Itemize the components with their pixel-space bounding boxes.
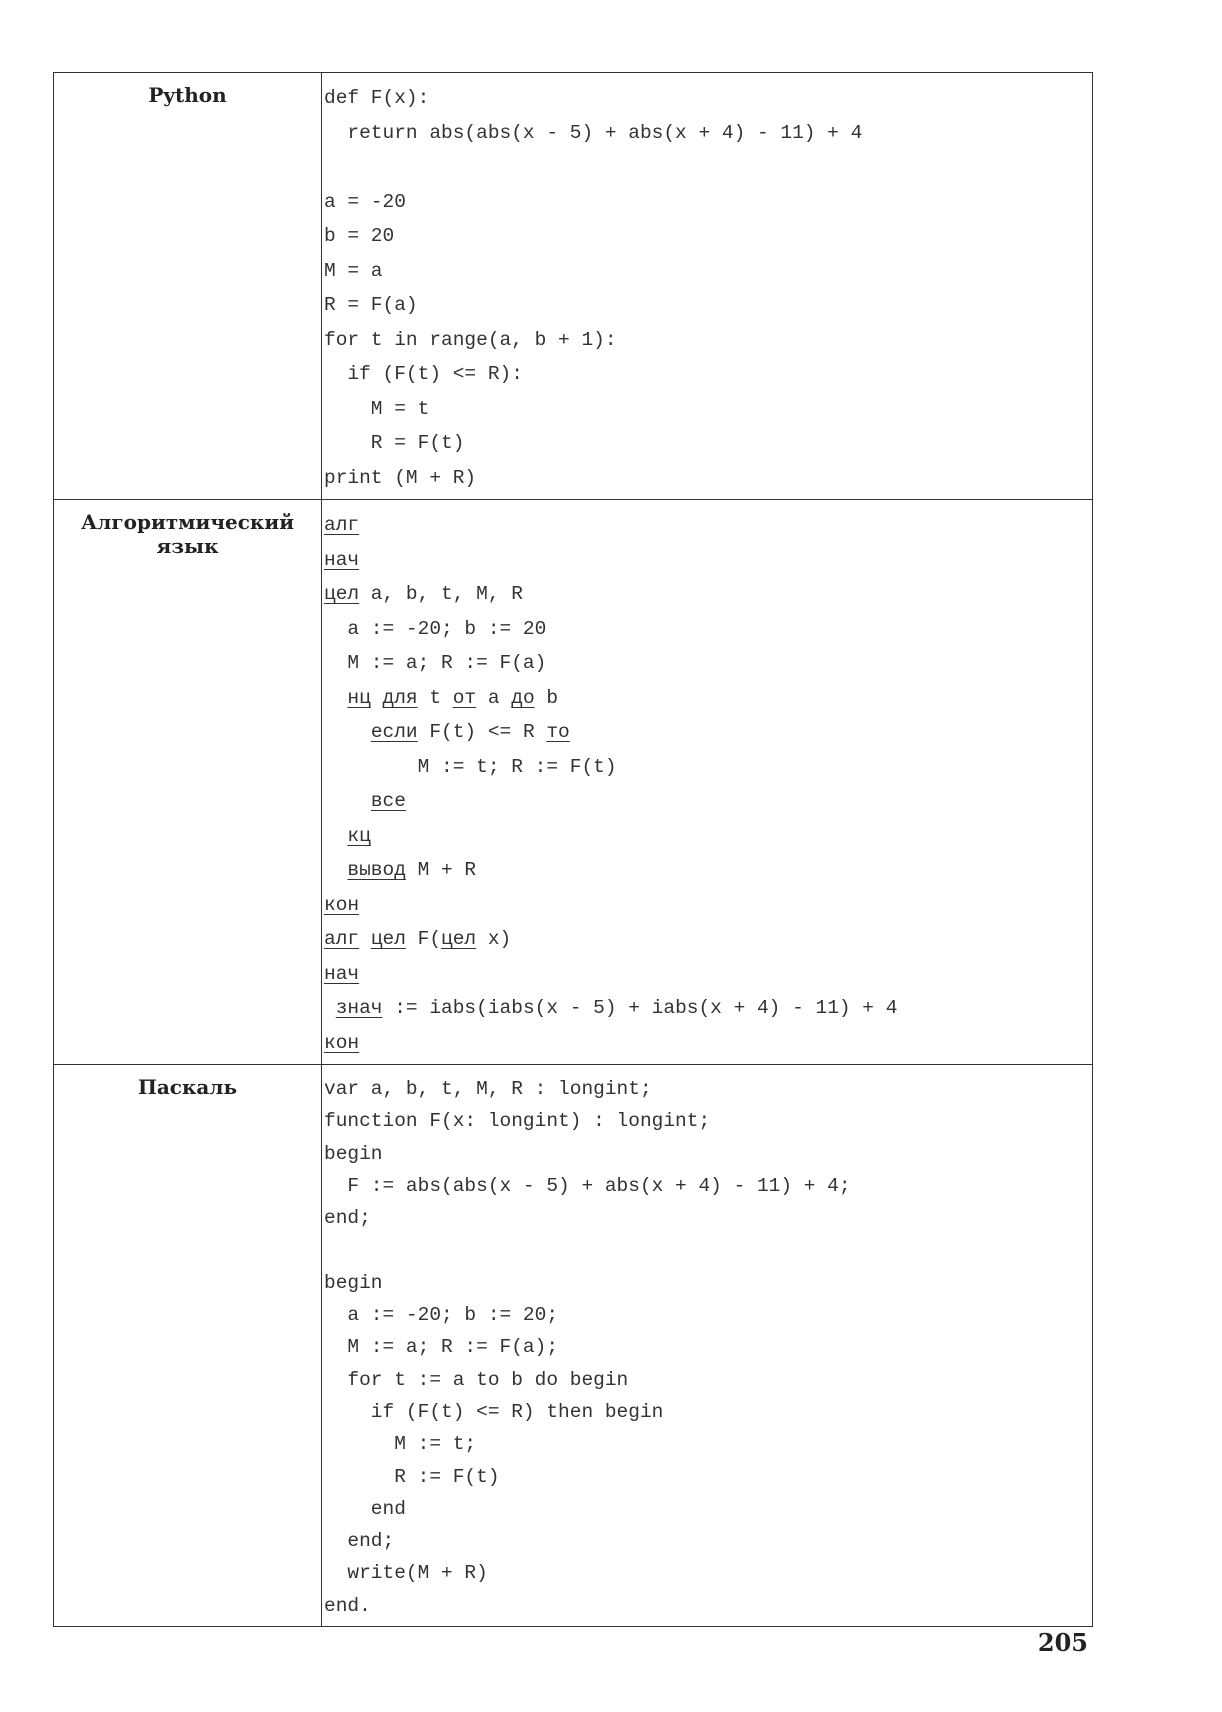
- code-line: [324, 508, 1092, 543]
- code-text: F(t) <= R: [417, 721, 547, 743]
- code-line: M := t; R := F(t): [324, 755, 617, 778]
- code-text: x): [476, 928, 512, 950]
- code-line: R = F(t): [324, 432, 465, 454]
- code-line: [324, 150, 1092, 185]
- keyword: то: [546, 721, 570, 743]
- keyword: алг: [324, 514, 360, 536]
- code-line: var a, b, t, M, R : longint;: [324, 1078, 652, 1100]
- code-line: write(M + R): [324, 1562, 488, 1585]
- algorithmic-label: Алгоритмический язык: [54, 500, 322, 1064]
- algorithmic-row: [54, 500, 1092, 1065]
- keyword: нц: [347, 686, 371, 709]
- code-line: if (F(t) <= R) then begin: [324, 1400, 664, 1423]
- code-text: t: [417, 686, 453, 709]
- code-line: [324, 888, 1092, 923]
- code-line: M := t;: [324, 1433, 477, 1456]
- keyword: знач: [335, 997, 383, 1019]
- keyword: все: [370, 790, 406, 812]
- code-line: b = 20: [324, 225, 395, 247]
- code-line: return abs(abs(x - 5) + abs(x + 4) - 11) + 4: [324, 121, 863, 144]
- code-line: begin: [324, 1142, 383, 1165]
- code-line: [324, 1234, 1092, 1266]
- code-line: [324, 784, 1092, 819]
- code-line: for t := a to b do begin: [324, 1368, 629, 1391]
- keyword: нач: [324, 962, 360, 985]
- code-line: a = -20: [324, 190, 406, 213]
- code-line: M = t: [324, 397, 430, 420]
- code-text: a, b, t, M, R: [359, 583, 523, 605]
- code-line: F := abs(abs(x - 5) + abs(x + 4) - 11) + 4;: [324, 1174, 851, 1197]
- code-line: [324, 991, 1092, 1026]
- code-comparison-table: [53, 72, 1093, 1627]
- code-line: [324, 543, 1092, 578]
- code-line: if (F(t) <= R):: [324, 363, 523, 385]
- code-line: [324, 957, 1092, 992]
- code-line: end.: [324, 1594, 371, 1617]
- pascal-row: [54, 1065, 1092, 1626]
- code-line: end;: [324, 1530, 395, 1553]
- python-label: Python: [54, 73, 322, 499]
- keyword: цел: [370, 928, 406, 950]
- keyword: до: [511, 686, 535, 709]
- keyword: цел: [324, 583, 360, 605]
- pascal-label: Паскаль: [54, 1065, 322, 1626]
- python-code: [322, 73, 1092, 499]
- code-line: [324, 819, 1092, 854]
- code-line: M := a; R := F(a);: [324, 1336, 559, 1359]
- keyword: для: [382, 686, 418, 709]
- keyword: кон: [324, 893, 360, 916]
- code-line: begin: [324, 1271, 383, 1294]
- keyword: от: [452, 686, 477, 709]
- keyword: если: [370, 721, 418, 743]
- code-line: a := -20; b := 20;: [324, 1304, 559, 1327]
- code-line: end: [324, 1497, 406, 1520]
- code-line: function F(x: longint) : longint;: [324, 1110, 711, 1133]
- keyword: кон: [324, 1031, 360, 1054]
- code-line: end;: [324, 1207, 371, 1230]
- code-line: print (M + R): [324, 466, 477, 489]
- code-line: R = F(a): [324, 294, 418, 316]
- python-row: [54, 73, 1092, 500]
- algorithmic-code: [322, 500, 1092, 1064]
- code-line: [324, 922, 1092, 957]
- code-line: [324, 853, 1092, 888]
- page-number: 205: [1037, 1628, 1088, 1657]
- keyword: алг: [324, 928, 360, 950]
- code-line: R := F(t): [324, 1465, 500, 1488]
- code-text: M + R: [405, 859, 477, 881]
- code-line: M := a; R := F(a): [324, 652, 547, 674]
- code-line: for t in range(a, b + 1):: [324, 328, 617, 351]
- code-text: b: [534, 686, 559, 709]
- keyword: нач: [324, 548, 360, 571]
- code-line: M = a: [324, 259, 383, 282]
- keyword: кц: [347, 824, 371, 847]
- code-line: [324, 715, 1092, 750]
- code-line: [324, 681, 1092, 716]
- code-text: a: [476, 686, 512, 709]
- keyword: вывод: [347, 859, 406, 881]
- code-line: [324, 577, 1092, 612]
- code-text: F(: [405, 928, 442, 950]
- code-line: a := -20; b := 20: [324, 617, 547, 640]
- code-line: def F(x):: [324, 87, 430, 109]
- code-line: [324, 1026, 1092, 1061]
- code-text: := iabs(iabs(x - 5) + iabs(x + 4) - 11) + 4: [382, 997, 898, 1019]
- keyword: цел: [441, 928, 477, 950]
- pascal-code: [322, 1065, 1092, 1626]
